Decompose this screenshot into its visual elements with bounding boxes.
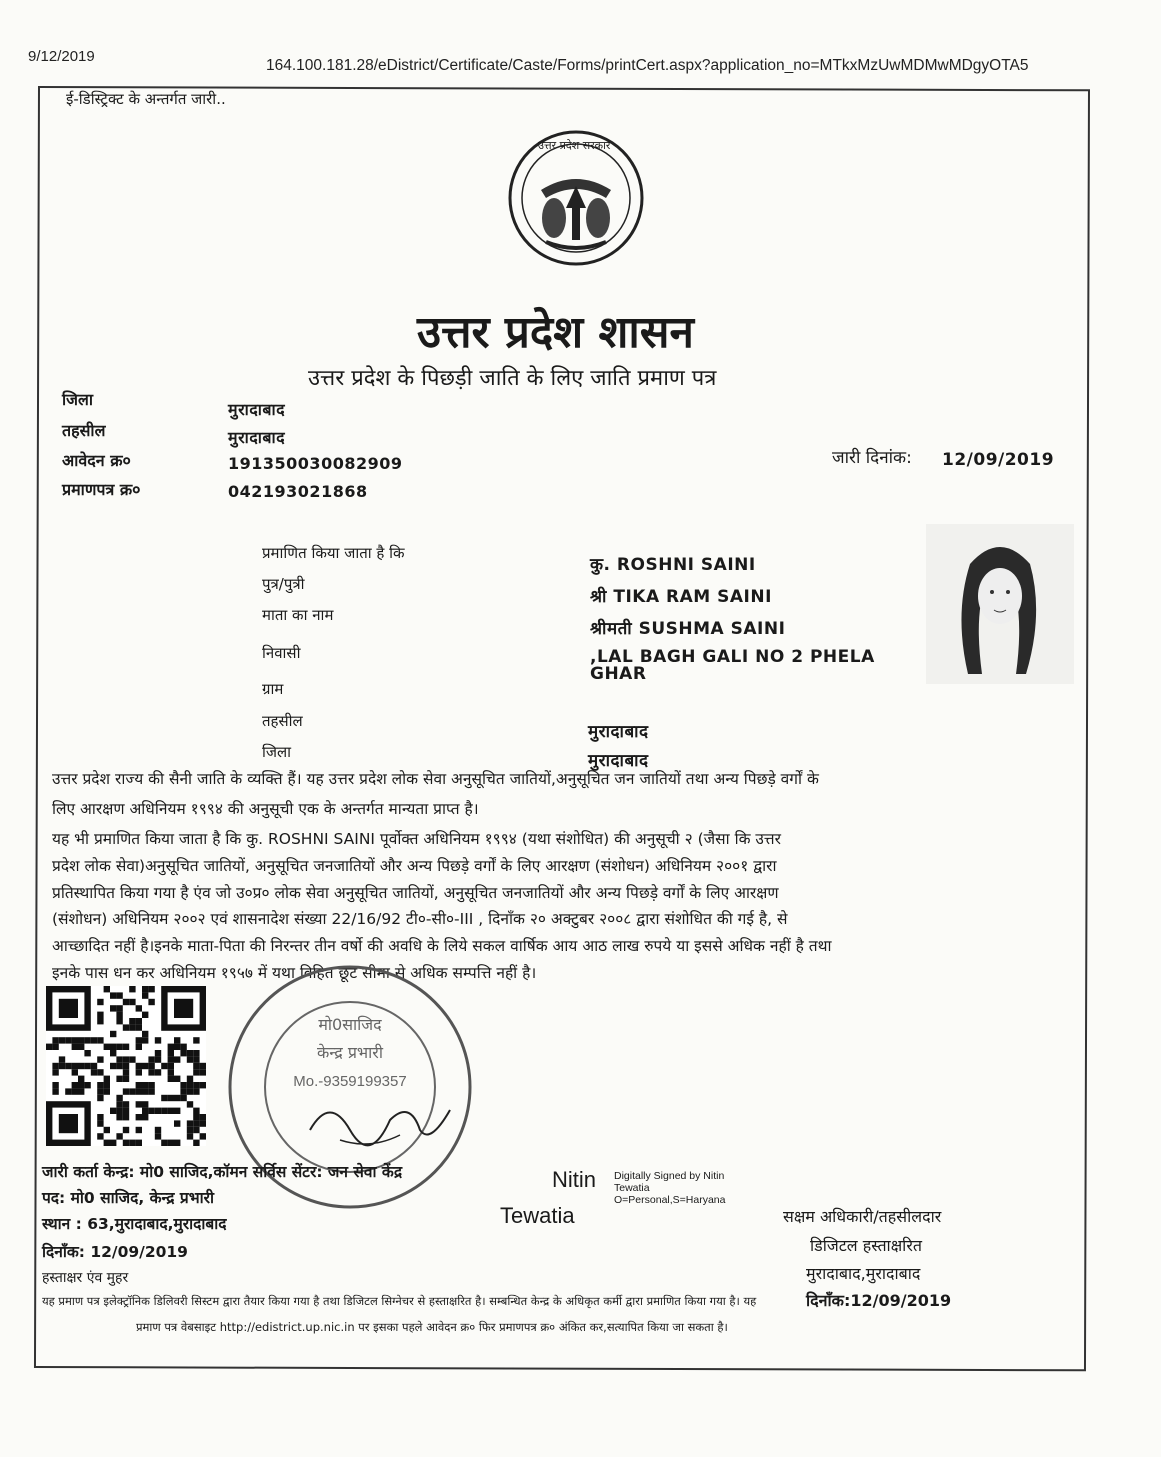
paragraph2-line4: (संशोधन) अधिनियम २००२ एवं शासनादेश संख्या 22/16/92 टी०-सी०-III , दिनाँक २० अक्टुबर २००८ द्वारा संशोधित की गई है, से	[52, 910, 788, 928]
page-title: उत्तर प्रदेश शासन	[417, 307, 694, 358]
applicant-name: कु. ROSHNI SAINI	[590, 555, 756, 575]
detail-district-value: मुरादाबाद	[588, 751, 649, 771]
mother-name: श्रीमती SUSHMA SAINI	[590, 619, 786, 639]
authority-line1: सक्षम अधिकारी/तहसीलदार	[783, 1207, 942, 1226]
address-line1: ,LAL BAGH GALI NO 2 PHELA	[590, 647, 875, 667]
certificate-no-value: 042193021868	[228, 482, 368, 501]
district-value: मुरादाबाद	[228, 400, 286, 419]
seal-line2: केन्द्र प्रभारी	[317, 1043, 383, 1062]
tehsil-value: मुरादाबाद	[228, 428, 286, 447]
handwritten-signature	[300, 1090, 460, 1160]
issuer-place: स्थान : 63,मुरादाबाद,मुरादाबाद	[42, 1215, 227, 1233]
parent-label: पुत्र/पुत्री	[262, 575, 305, 593]
application-no-value: 191350030082909	[228, 454, 403, 473]
issue-date-label: जारी दिनांक:	[832, 448, 912, 468]
address-line2: GHAR	[590, 664, 647, 684]
issue-date-value: 12/09/2019	[942, 450, 1055, 470]
issuer-date: दिनाँक: 12/09/2019	[42, 1243, 188, 1261]
paragraph2-line6: इनके पास धन कर अधिनियम १९५७ में यथा विहित छूट सीमा से अधिक सम्पत्ति नहीं है।	[52, 964, 537, 982]
digital-sign-name1: Nitin	[552, 1167, 597, 1192]
village-label: ग्राम	[262, 680, 284, 698]
paragraph2-line1: यह भी प्रमाणित किया जाता है कि कु. ROSHNI SAINI पूर्वोक्त अधिनियम १९९४ (यथा संशोधित) की अनुसूची २ (जैसा कि उत्तर	[52, 830, 781, 848]
seal-line1: मो0साजिद	[318, 1015, 382, 1034]
issuer-sign-seal: हस्ताक्षर एंव मुहर	[42, 1270, 129, 1286]
authority-line2: डिजिटल हस्ताक्षरित	[810, 1236, 922, 1255]
seal-line3: Mo.-9359199357	[293, 1073, 407, 1090]
issuer-center: जारी कर्ता केन्द्र: मो0 साजिद,कॉमन सर्विस सेंटर: जन सेवा केंद्र	[42, 1163, 403, 1181]
paragraph1-line1: उत्तर प्रदेश राज्य की सैनी जाति के व्यक्ति हैं। यह उत्तर प्रदेश लोक सेवा अनुसूचित जातियों,अनुसूचित जन जातियों तथा अन्य पिछड़े वर्गों के	[52, 770, 819, 788]
paragraph2-line5: आच्छादित नहीं है।इनके माता-पिता की निरन्तर तीन वर्षो की अवधि के लिये सकल वार्षिक आय आठ लाख रुपये या इससे अधिक नहीं है तथा	[52, 937, 832, 955]
tehsil-label: तहसील	[62, 421, 106, 440]
district-label: जिला	[62, 390, 94, 409]
footer-line2[interactable]: प्रमाण पत्र वेबसाइट http://edistrict.up.nic.in पर इसका पहले आवेदन क्र० फिर प्रमाणपत्र क्र० अंकित कर,सत्यापित किया जा सकता है।	[136, 1320, 728, 1334]
certify-label: प्रमाणित किया जाता है कि	[262, 544, 405, 562]
detail-tehsil-value: मुरादाबाद	[588, 722, 649, 742]
detail-tehsil-label: तहसील	[262, 712, 303, 730]
digital-sign-detail1: Digitally Signed by Nitin	[614, 1170, 725, 1182]
digital-sign-detail	[614, 1170, 725, 1206]
detail-district-label: जिला	[262, 743, 292, 761]
issued-under-text: ई-डिस्ट्रिक्ट के अन्तर्गत जारी..	[66, 90, 226, 108]
paragraph2-line3: प्रतिस्थापित किया गया है एंव जो उ०प्र० लोक सेवा अनुसूचित जातियों, अनुसूचित जनजातियों और अन्य पिछड़े वर्गों के लिए आरक्षण	[52, 884, 779, 902]
authority-line3: मुरादाबाद,मुरादाबाद	[806, 1264, 921, 1283]
resident-label: निवासी	[262, 644, 301, 662]
mother-label: माता का नाम	[262, 606, 334, 624]
paragraph2-line2: प्रदेश लोक सेवा)अनुसूचित जातियों, अनुसूचित जनजातियों और अन्य पिछड़े वर्गों के लिए आरक्षण (संशोधन) अधिनियम २००१ द्वारा	[52, 857, 777, 875]
father-name: श्री TIKA RAM SAINI	[590, 587, 772, 607]
issuer-post: पद: मो0 साजिद, केन्द्र प्रभारी	[42, 1189, 215, 1207]
footer-line1: यह प्रमाण पत्र इलेक्ट्रॉनिक डिलिवरी सिस्टम द्वारा तैयार किया गया है तथा डिजिटल सिग्नेचर से हस्ताक्षरित है। सम्बन्धित केन्द्र के अधिकृत कर्मी द्वारा प्रमाणित किया गया है। यह	[42, 1294, 757, 1308]
page-subtitle: उत्तर प्रदेश के पिछड़ी जाति के लिए जाति प्रमाण पत्र	[308, 366, 717, 391]
print-url[interactable]: 164.100.181.28/eDistrict/Certificate/Caste/Forms/printCert.aspx?application_no=MTkxMzUwMDMwMDgyOTA5	[266, 57, 1029, 74]
application-no-label: आवेदन क्र०	[62, 451, 131, 470]
digital-sign-detail2: Tewatia	[614, 1182, 650, 1194]
digital-sign-detail3: O=Personal,S=Haryana	[614, 1194, 726, 1206]
digital-sign-name2: Tewatia	[500, 1203, 575, 1228]
authority-line4: दिनाँक:12/09/2019	[806, 1291, 952, 1310]
certificate-no-label: प्रमाणपत्र क्र०	[62, 480, 141, 499]
print-date: 9/12/2019	[28, 48, 95, 65]
paragraph1-line2: लिए आरक्षण अधिनियम १९९४ की अनुसूची एक के अन्तर्गत मान्यता प्राप्त है।	[52, 800, 479, 818]
applicant-photo	[926, 524, 1074, 684]
emblem-text: उत्तर प्रदेश सरकार	[538, 139, 611, 152]
qr-code[interactable]	[46, 986, 206, 1146]
